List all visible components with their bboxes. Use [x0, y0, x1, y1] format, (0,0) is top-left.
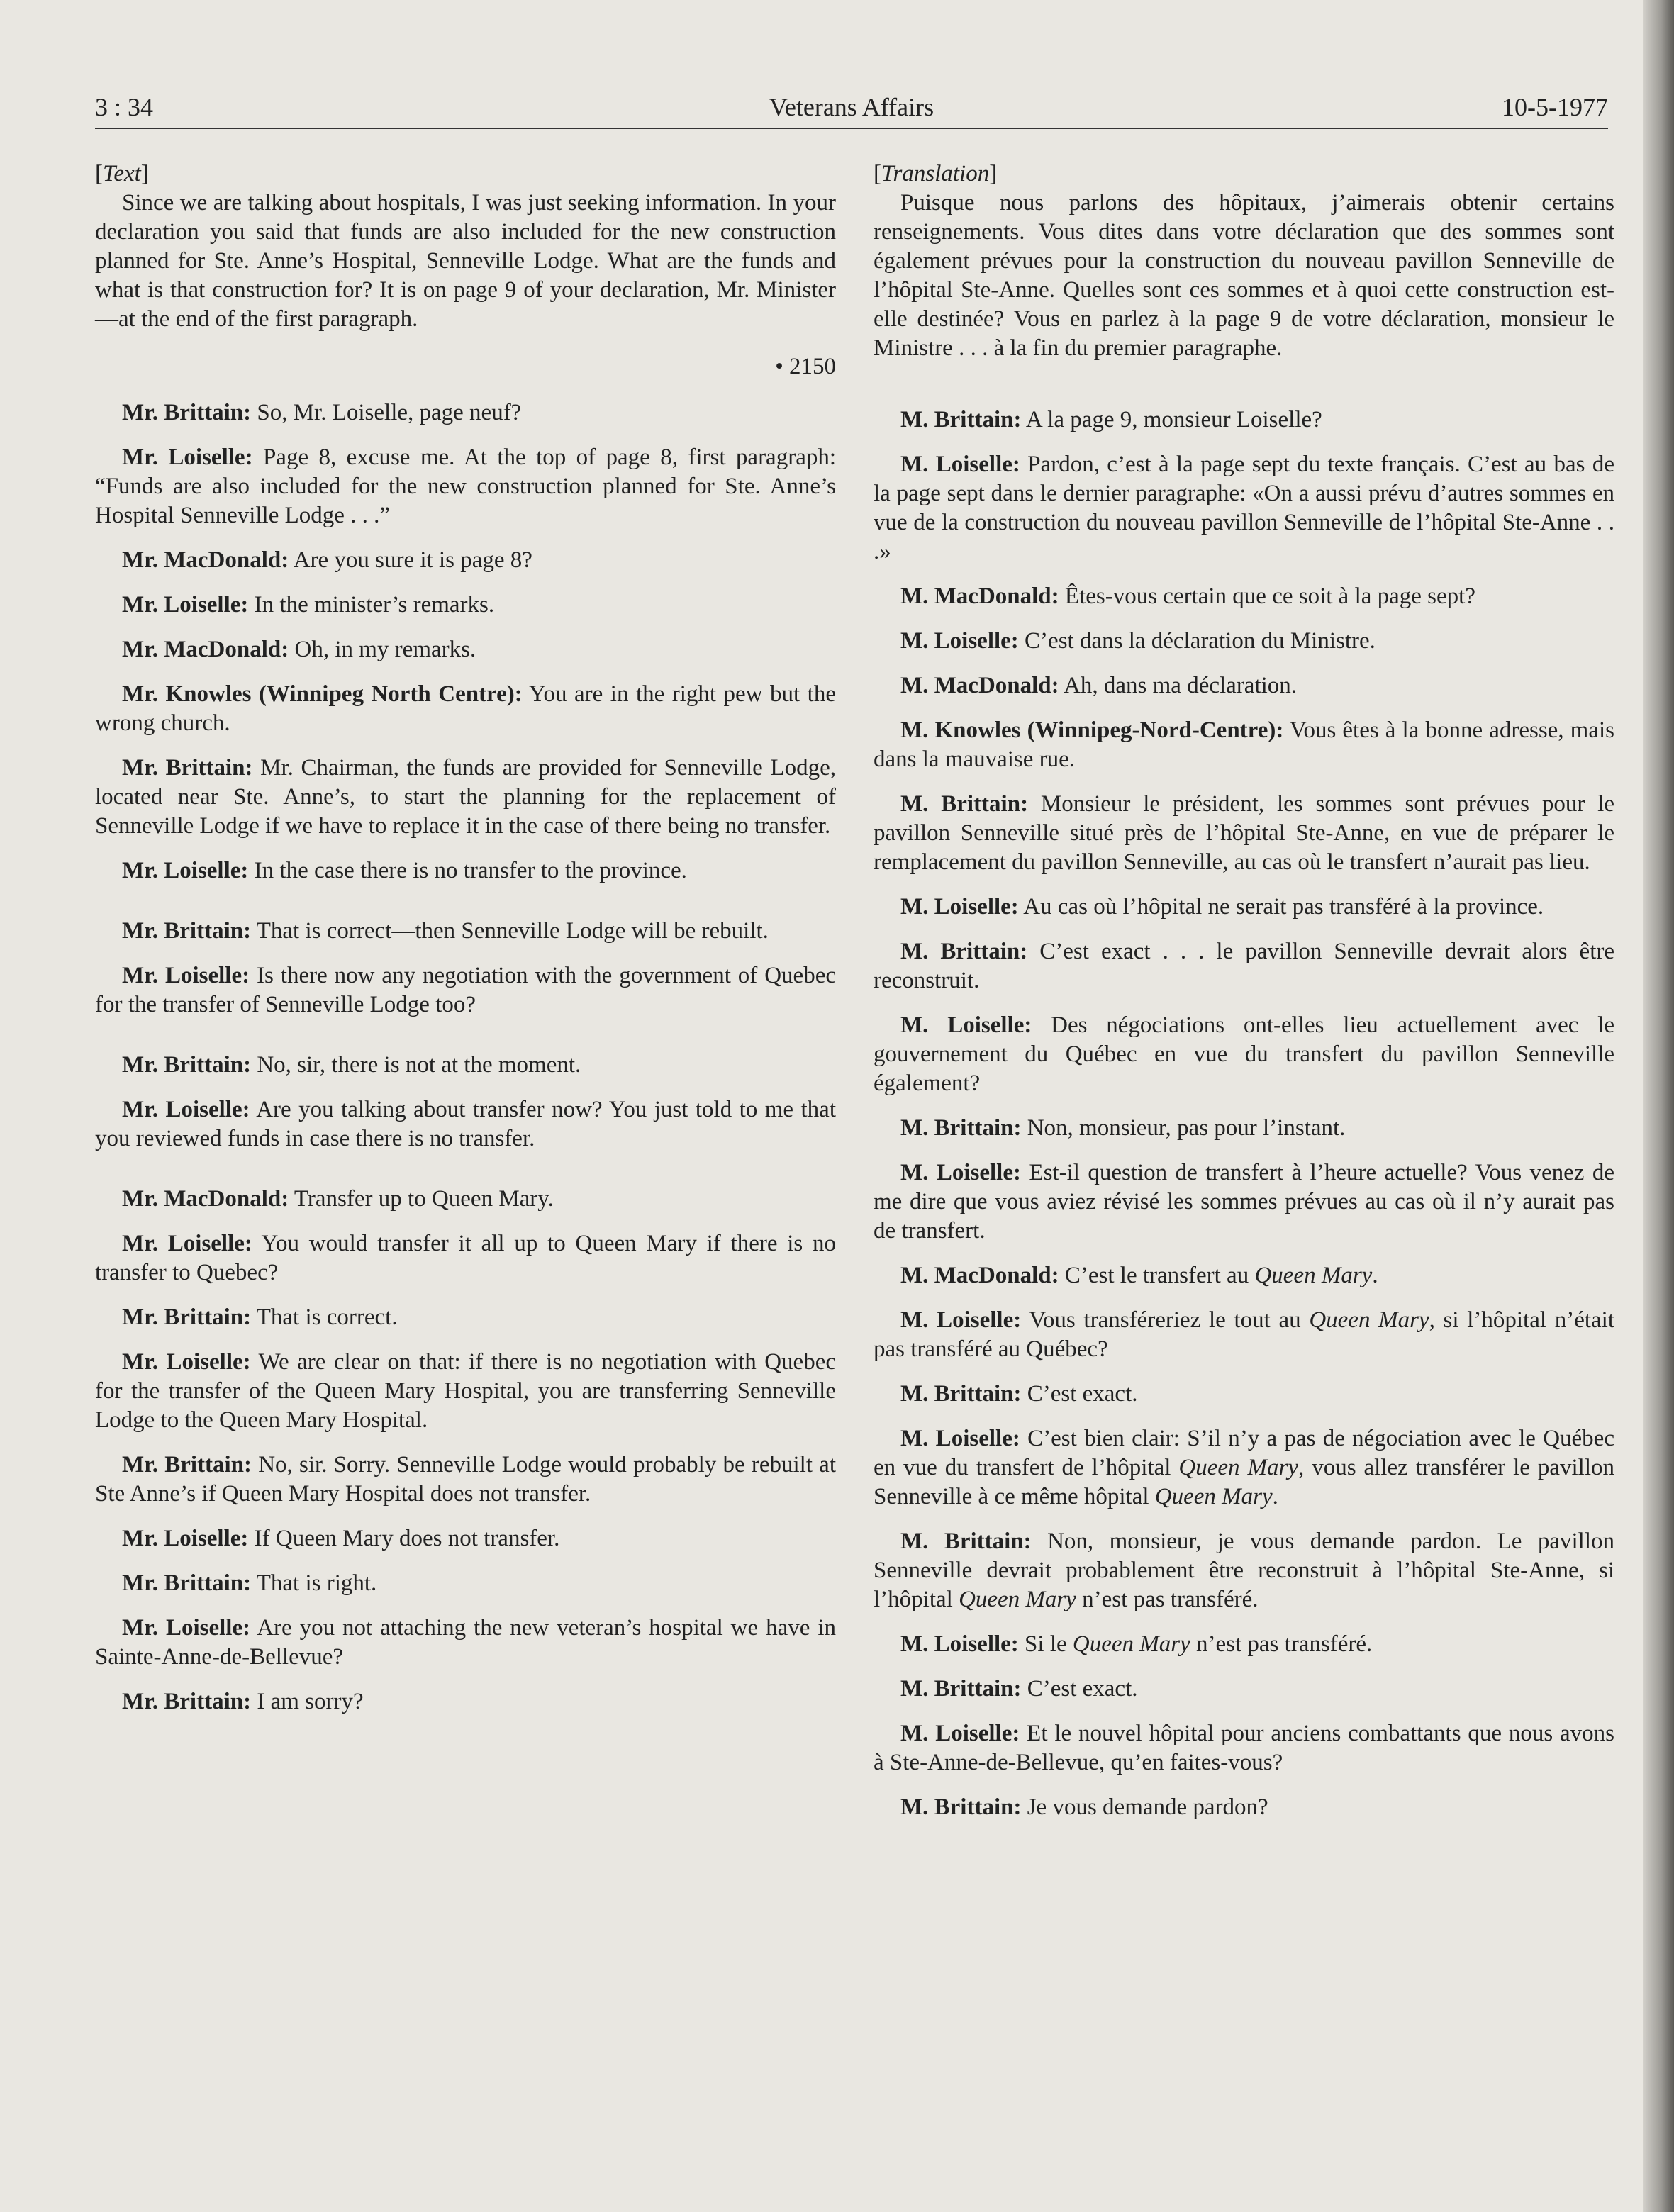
dialogue-turn: M. Loiselle: Au cas où l’hôpital ne serait pas transféré à la province.	[900, 894, 1544, 920]
dialogue-turn: Mr. Loiselle: We are clear on that: if there is no negotiation with Quebec for the transfer of the Queen Mary Hospital, you are transferring Senneville Lodge to the Queen Mary Hospital.	[95, 1349, 836, 1433]
dialogue-turn: M. MacDonald: C’est le transfert au Queen Mary.	[900, 1263, 1378, 1288]
dialogue-turn: Mr. Brittain: That is correct.	[122, 1305, 398, 1330]
dialogue-turn: Mr. Brittain: That is correct—then Senneville Lodge will be rebuilt.	[122, 918, 769, 944]
dialogue-turn: M. MacDonald: Êtes-vous certain que ce soit à la page sept?	[900, 583, 1475, 609]
dialogue-turn: M. Brittain: Monsieur le président, les sommes sont prévues pour le pavillon Senneville situé près de l’hôpital Ste-Anne, en vue de préparer le remplacement du pavillon Senneville, au cas où le transfert n’aurait pas lieu.	[874, 791, 1614, 875]
dialogue-turn: M. Loiselle: Pardon, c’est à la page sept du texte français. C’est au bas de la page sept dans le dernier paragraphe: «On a aussi prévu d’autres sommes en vue de la construction du nouveau pavillon Senneville de l’hôpital Ste-Anne . . .»	[874, 452, 1615, 564]
dialogue-turn: Mr. Brittain: I am sorry?	[122, 1689, 364, 1714]
dialogue-turn: Mr. Brittain: So, Mr. Loiselle, page neuf?	[122, 400, 522, 425]
dialogue-turn: M. Brittain: Non, monsieur, pas pour l’instant.	[900, 1115, 1346, 1141]
dialogue-turn: Mr. Loiselle: Is there now any negotiation with the government of Quebec for the transfer of Senneville Lodge too?	[95, 963, 836, 1017]
dialogue-turn: M. Brittain: C’est exact.	[900, 1381, 1138, 1407]
dialogue-turn: M. Loiselle: Et le nouvel hôpital pour anciens combattants que nous avons à Ste-Anne-de-Bellevue, qu’en faites-vous?	[874, 1721, 1614, 1775]
intro-paragraph: Since we are talking about hospitals, I was just seeking information. In your declaration you said that funds are also included for the new construction planned for Ste. Anne’s Hospital, Senneville Lodge. What are the funds and what is that construction for? It is on page 9 of your declaration, Mr. Minister—at the end of the first paragraph.	[95, 190, 836, 332]
dialogue-turn: M. Loiselle: C’est bien clair: S’il n’y a pas de négociation avec le Québec en vue du transfert de l’hôpital Queen Mary, vous allez transférer le pavillon Senneville à ce même hôpital Queen Mary.	[874, 1426, 1614, 1509]
dialogue-turn: M. Brittain: Non, monsieur, je vous demande pardon. Le pavillon Senneville devrait probablement être reconstruit à l’hôpital Ste-Anne, si l’hôpital Queen Mary n’est pas transféré.	[874, 1529, 1614, 1612]
dialogue-turn: Mr. Brittain: No, sir, there is not at the moment.	[122, 1052, 581, 1078]
dialogue-turn: Mr. Brittain: Mr. Chairman, the funds are provided for Senneville Lodge, located near Ste. Anne’s, to start the planning for the replacement of Senneville Lodge if we have to replace it in the case of there being no transfer.	[95, 755, 836, 839]
dialogue-turn: M. Loiselle: Est-il question de transfert à l’heure actuelle? Vous venez de me dire que vous aviez révisé les sommes prévues au cas où il n’y aurait pas de transfert.	[874, 1160, 1614, 1244]
dialogue-turn: Mr. MacDonald: Transfer up to Queen Mary.	[122, 1186, 554, 1212]
section-label: [Text]	[95, 161, 149, 186]
intro-paragraph: Puisque nous parlons des hôpitaux, j’aimerais obtenir certains renseignements. Vous dites dans votre déclaration que des sommes sont également prévues pour la construction du nouveau pavillon Senneville de l’hôpital Ste-Anne. Quelles sont ces sommes et à quoi cette construction est-elle destinée? Vous en parlez à la page 9 de votre déclaration, monsieur le Ministre . . . à la fin du premier paragraphe.	[874, 190, 1614, 361]
dialogue-turn: M. Loiselle: C’est dans la déclaration du Ministre.	[900, 628, 1376, 654]
page-number: 3 : 34	[95, 93, 154, 121]
dialogue-turn: Mr. Knowles (Winnipeg North Centre): You are in the right pew but the wrong church.	[95, 681, 836, 736]
dialogue-turn: Mr. MacDonald: Oh, in my remarks.	[122, 637, 476, 662]
english-column	[95, 160, 836, 1732]
header-date: 10-5-1977	[1502, 93, 1608, 121]
dialogue-turn: M. MacDonald: Ah, dans ma déclaration.	[900, 673, 1298, 698]
page-edge-shadow	[1643, 0, 1674, 2212]
dialogue-turn: Mr. Loiselle: You would transfer it all up to Queen Mary if there is no transfer to Quebec?	[95, 1231, 837, 1285]
dialogue-turn: Mr. Brittain: That is right.	[122, 1570, 377, 1596]
running-title: Veterans Affairs	[769, 93, 934, 121]
page-header	[95, 85, 1608, 129]
dialogue-turn: M. Brittain: A la page 9, monsieur Loiselle?	[900, 407, 1322, 432]
dialogue-turn: Mr. Loiselle: Are you not attaching the new veteran’s hospital we have in Sainte-Anne-de-Bellevue?	[95, 1615, 836, 1670]
dialogue-turn: Mr. Loiselle: If Queen Mary does not transfer.	[122, 1526, 560, 1551]
dialogue-turn: M. Brittain: Je vous demande pardon?	[900, 1794, 1268, 1820]
french-column	[874, 160, 1614, 1838]
dialogue-turn: Mr. Loiselle: In the minister’s remarks.	[122, 592, 495, 618]
dialogue-turn: M. Loiselle: Des négociations ont-elles lieu actuellement avec le gouvernement du Québec en vue du transfert du pavillon Senneville également?	[874, 1012, 1614, 1096]
dialogue-turn: M. Brittain: C’est exact.	[900, 1676, 1138, 1702]
section-label: [Translation]	[874, 161, 998, 186]
dialogue-turn: M. Brittain: C’est exact . . . le pavillon Senneville devrait alors être reconstruit.	[874, 939, 1614, 993]
dialogue-turn: Mr. Brittain: No, sir. Sorry. Senneville Lodge would probably be rebuilt at Ste Anne’s if Queen Mary Hospital does not transfer.	[95, 1452, 836, 1507]
dialogue-turn: M. Loiselle: Vous transféreriez le tout au Queen Mary, si l’hôpital n’était pas transféré au Québec?	[874, 1307, 1615, 1362]
dialogue-turn: Mr. Loiselle: Page 8, excuse me. At the top of page 8, first paragraph: “Funds are also included for the new construction planned for Ste. Anne’s Hospital Senneville Lodge . . .”	[95, 445, 837, 528]
dialogue-turn: Mr. MacDonald: Are you sure it is page 8?	[122, 547, 532, 573]
time-marker: • 2150	[775, 354, 836, 379]
dialogue-turn: Mr. Loiselle: In the case there is no transfer to the province.	[122, 858, 687, 883]
dialogue-turn: M. Knowles (Winnipeg-Nord-Centre): Vous êtes à la bonne adresse, mais dans la mauvaise rue.	[874, 717, 1614, 772]
dialogue-turn: M. Loiselle: Si le Queen Mary n’est pas transféré.	[900, 1631, 1373, 1657]
dialogue-turn: Mr. Loiselle: Are you talking about transfer now? You just told to me that you reviewed funds in case there is no transfer.	[95, 1097, 836, 1151]
